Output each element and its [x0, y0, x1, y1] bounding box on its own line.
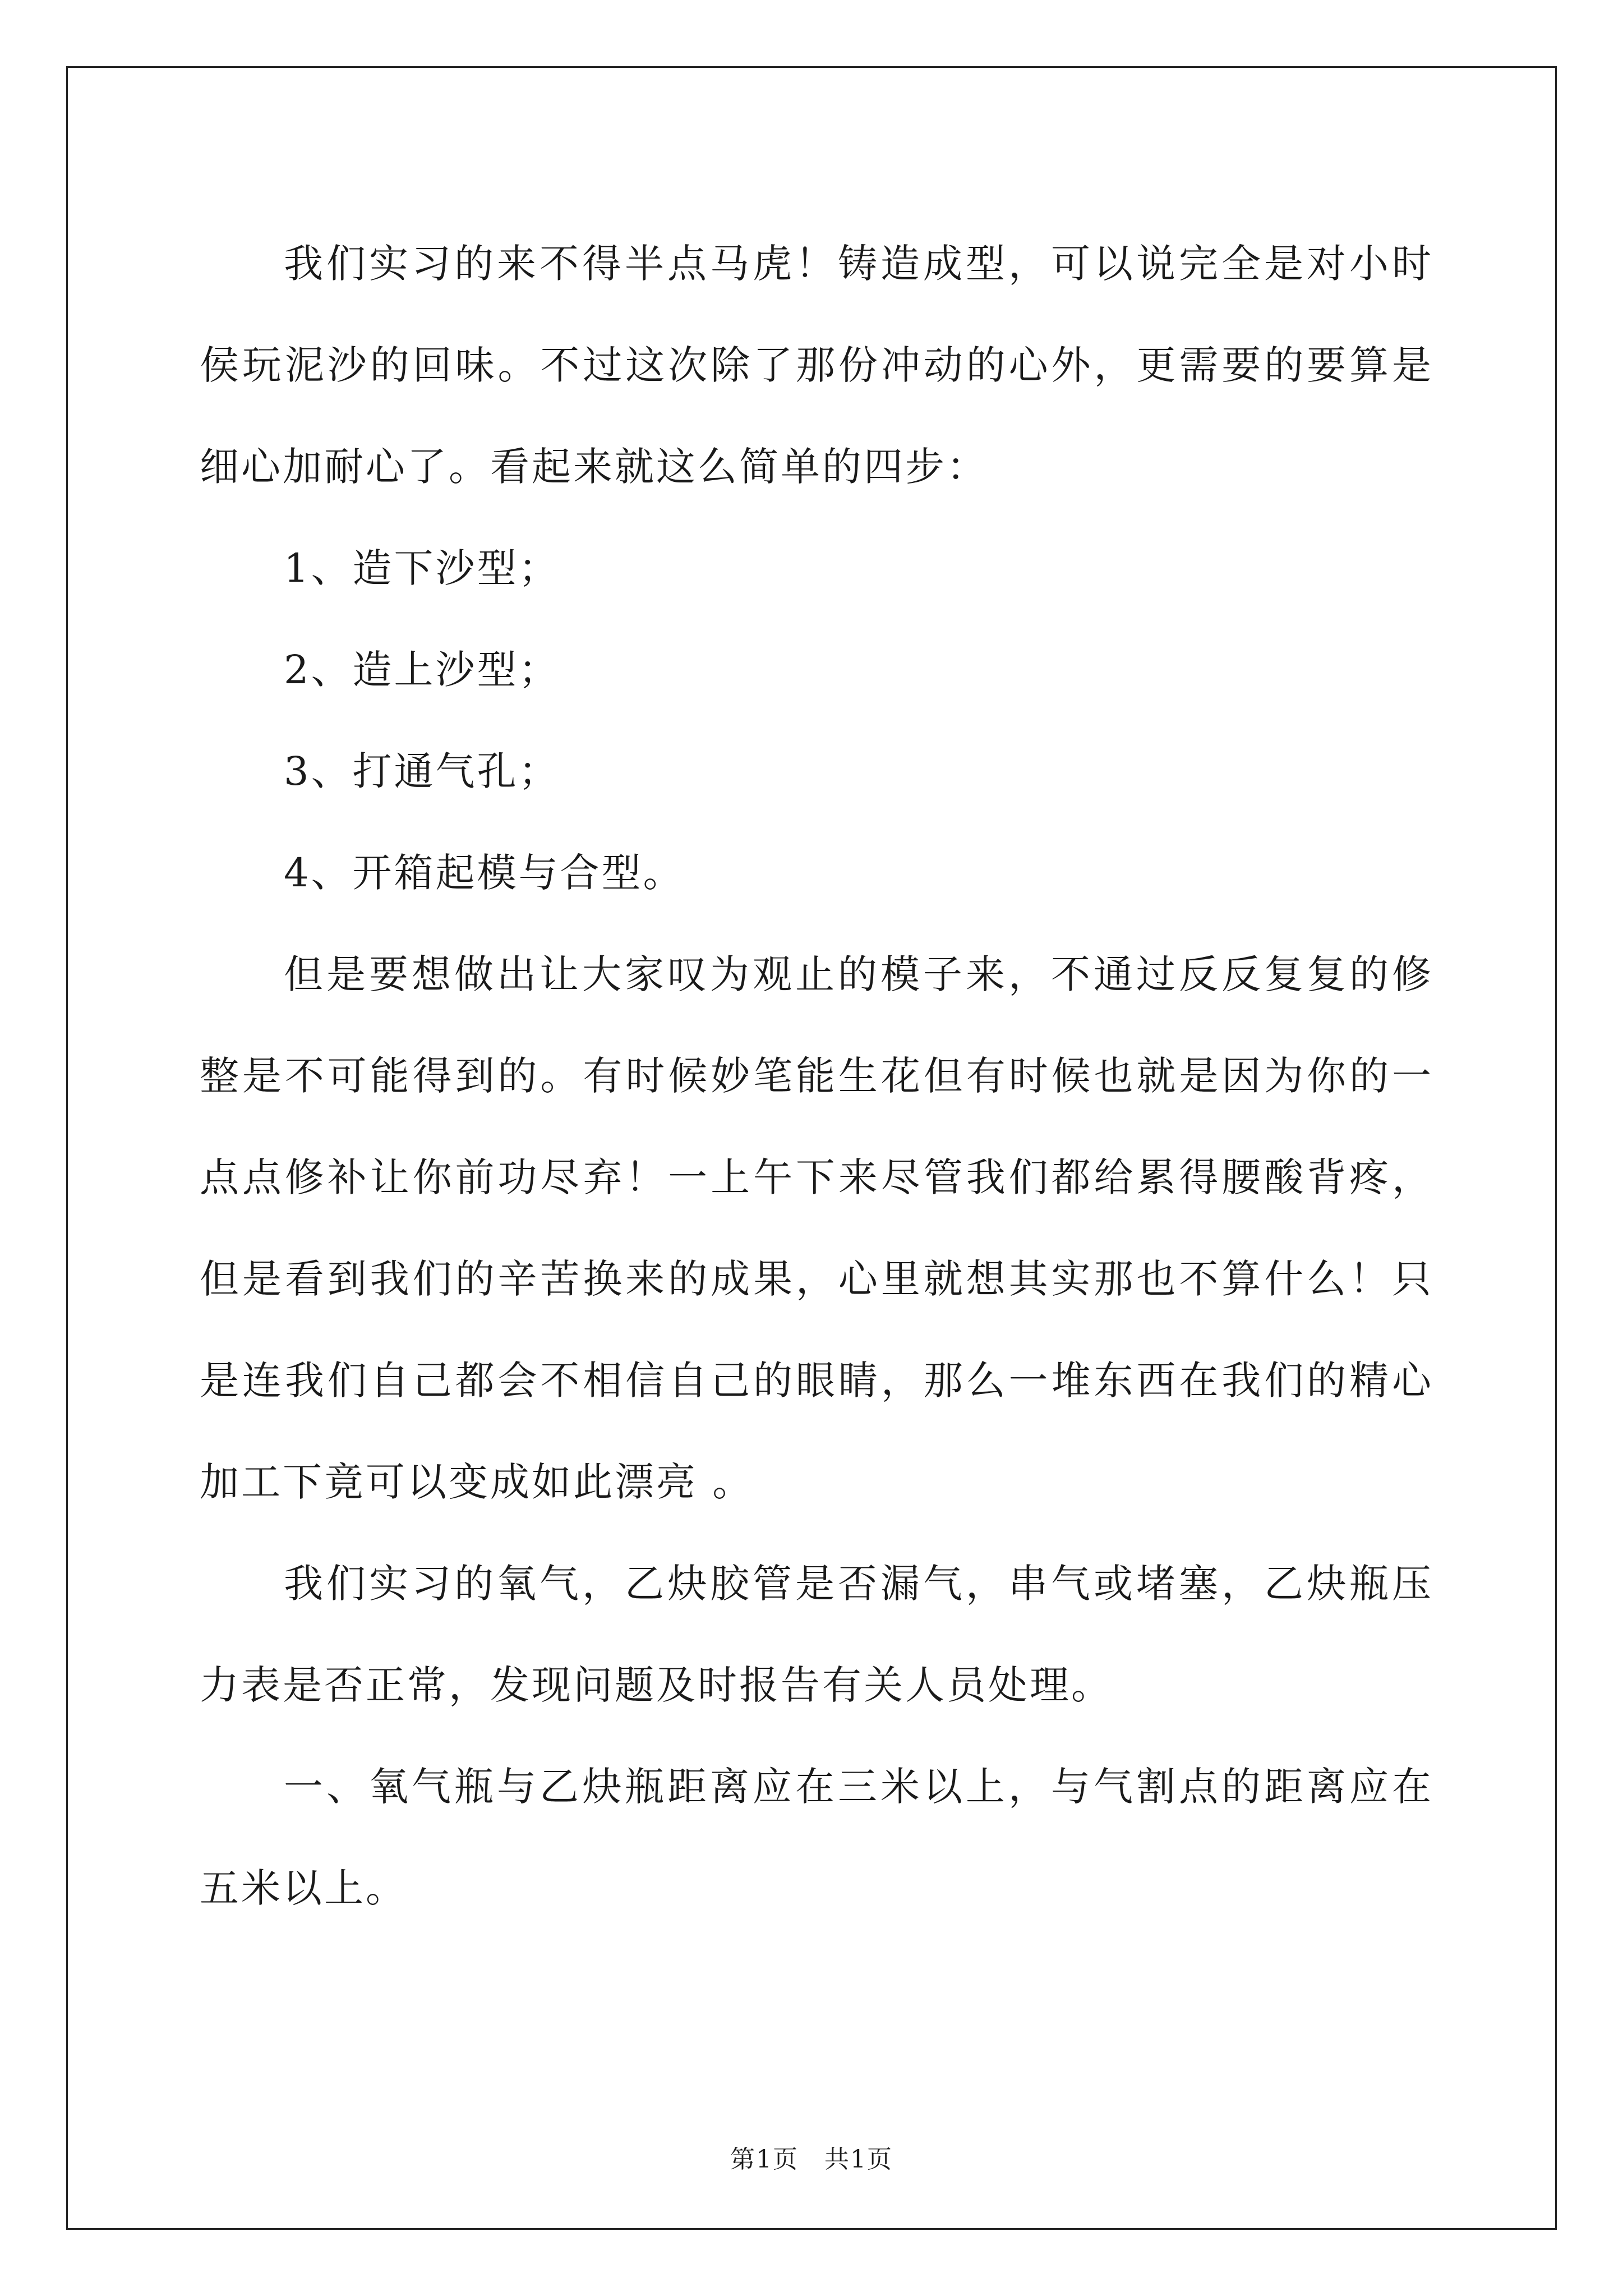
paragraph-safety-rule: 一、氧气瓶与乙炔瓶距离应在三米以上，与气割点的距离应在五米以上。	[200, 1764, 1433, 1911]
list-item-step-3: 3、打通气孔；	[284, 748, 560, 794]
paragraph-intro: 我们实习的来不得半点马虎！铸造成型，可以说完全是对小时侯玩泥沙的回味。不过这次除了那份冲动的心外，更需要的要算是细心加耐心了。看起来就这么简单的四步：	[200, 241, 1433, 490]
page-number-footer: 第1页 共1页	[730, 2145, 893, 2174]
paragraph-reflection: 但是要想做出让大家叹为观止的模子来，不通过反反复复的修整是不可能得到的。有时候妙笔能生花但有时候也就是因为你的一点点修补让你前功尽弃！一上午下来尽管我们都给累得腰酸背疼，但是看到我们的辛苦换来的成果，心里就想其实那也不算什么！只是连我们自己都会不相信自己的眼睛，那么一堆东西在我们的精心加工下竟可以变成如此漂亮 。	[200, 951, 1433, 1505]
list-item-step-2: 2、造上沙型；	[284, 647, 560, 693]
list-item-step-1: 1、造下沙型；	[284, 545, 560, 591]
list-item-step-4: 4、开箱起模与合型。	[284, 850, 685, 896]
document-body	[200, 213, 1433, 1939]
paragraph-gas-check: 我们实习的氧气，乙炔胶管是否漏气，串气或堵塞，乙炔瓶压力表是否正常，发现问题及时报告有关人员处理。	[200, 1561, 1433, 1708]
